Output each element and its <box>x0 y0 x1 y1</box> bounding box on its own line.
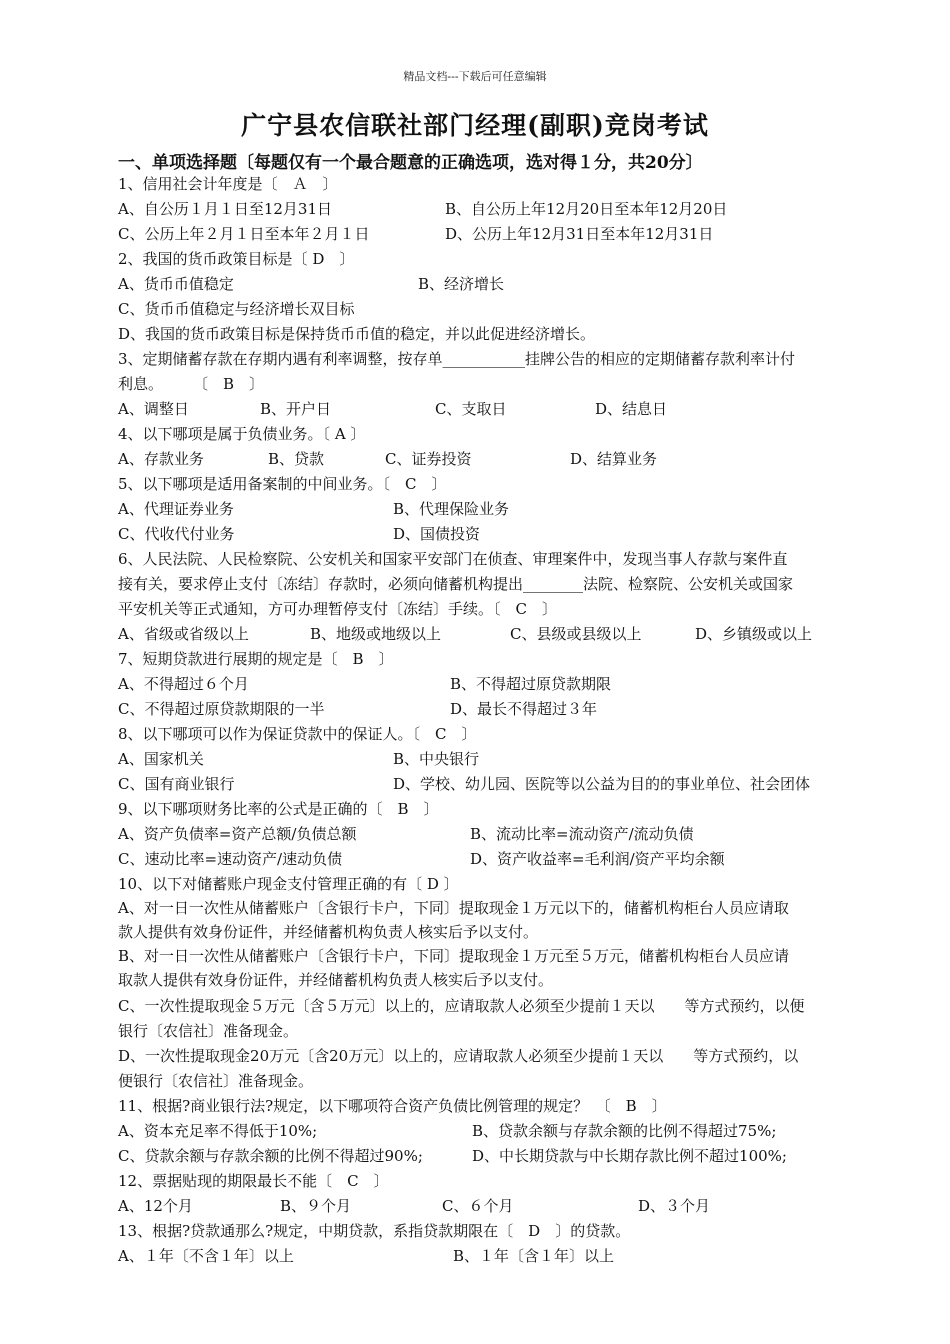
q11-option-a: A、资本充足率不得低于10%; <box>118 1122 318 1140</box>
q12-option-a: A、12个月 <box>118 1197 193 1215</box>
q4-option-c: C、证券投资 <box>385 450 472 468</box>
q9-option-b: B、流动比率=流动资产/流动负债 <box>470 825 694 843</box>
q1-option-d: D、公历上年12月31日至本年12月31日 <box>445 225 714 243</box>
question-11: 11、根据?商业银行法?规定，以下哪项符合资产负债比例管理的规定？ 〔 B 〕 <box>118 1097 667 1115</box>
q7-option-a: A、不得超过６个月 <box>118 675 249 693</box>
q12-option-d: D、３个月 <box>638 1197 711 1215</box>
q4-option-b: B、贷款 <box>268 450 325 468</box>
q12-option-c: C、６个月 <box>442 1197 514 1215</box>
q3-option-b: B、开户日 <box>260 400 332 418</box>
q2-option-b: B、经济增长 <box>418 275 505 293</box>
q2-option-a: A、货币币值稳定 <box>118 275 234 293</box>
q3-option-a: A、调整日 <box>118 400 189 418</box>
question-13: 13、根据?贷款通那么?规定，中期贷款，系指贷款期限在〔 D 〕的贷款。 <box>118 1222 631 1240</box>
question-5: 5、以下哪项是适用备案制的中间业务。〔 C 〕 <box>118 475 447 493</box>
q10-option-d-cont: 便银行〔农信社〕准备现金。 <box>118 1072 314 1090</box>
q1-option-c: C、公历上年２月１日至本年２月１日 <box>118 225 370 243</box>
q1-option-b: B、自公历上年12月20日至本年12月20日 <box>445 200 728 218</box>
q4-option-d: D、结算业务 <box>570 450 658 468</box>
question-7: 7、短期贷款进行展期的规定是〔 B 〕 <box>118 650 394 668</box>
q6-option-d: D、乡镇级或以上 <box>695 625 813 643</box>
q6-option-b: B、地级或地级以上 <box>310 625 442 643</box>
q7-option-d: D、最长不得超过３年 <box>450 700 598 718</box>
q10-option-a-cont: 款人提供有效身份证件，并经储蓄机构负责人核实后予以支付。 <box>118 923 539 941</box>
q6-option-c: C、县级或县级以上 <box>510 625 642 643</box>
q11-option-b: B、贷款余额与存款余额的比例不得超过75%; <box>472 1122 777 1140</box>
q9-option-a: A、资产负债率=资产总额/负债总额 <box>118 825 357 843</box>
page-title: 广宁县农信联社部门经理(副职)竞岗考试 <box>241 111 709 140</box>
q4-option-a: A、存款业务 <box>118 450 204 468</box>
q8-option-b: B、中央银行 <box>393 750 480 768</box>
q11-option-c: C、贷款余额与存款余额的比例不得超过90%; <box>118 1147 423 1165</box>
q8-option-a: A、国家机关 <box>118 750 204 768</box>
q10-option-b: B、对一日一次性从储蓄账户〔含银行卡户，下同〕提取现金１万元至５万元，储蓄机构柜台人员应请 <box>118 947 790 965</box>
q6-option-a: A、省级或省级以上 <box>118 625 249 643</box>
question-6-cont-1: 接有关，要求停止支付〔冻结〕存款时，必须向储蓄机构提出________法院、检察院、公安机关或国家 <box>118 575 794 593</box>
q9-option-c: C、速动比率=速动资产/速动负债 <box>118 850 343 868</box>
q3-option-d: D、结息日 <box>595 400 668 418</box>
q10-option-c-cont: 银行〔农信社〕准备现金。 <box>118 1022 299 1040</box>
q1-option-a: A、自公历１月１日至12月31日 <box>118 200 333 218</box>
q10-option-c: C、一次性提取现金５万元〔含５万元〕以上的，应请取款人必须至少提前１天以 等方式预约，以便 <box>118 997 805 1015</box>
q9-option-d: D、资产收益率=毛利润/资产平均余额 <box>470 850 725 868</box>
q13-option-a: A、１年〔不含１年〕以上 <box>118 1247 294 1265</box>
question-12: 12、票据贴现的期限最长不能〔 C 〕 <box>118 1172 389 1190</box>
question-6-cont-2: 平安机关等正式通知，方可办理暂停支付〔冻结〕手续。〔 C 〕 <box>118 600 557 618</box>
q10-option-b-cont: 取款人提供有效身份证件，并经储蓄机构负责人核实后予以支付。 <box>118 971 554 989</box>
q10-option-d: D、一次性提取现金20万元〔含20万元〕以上的，应请取款人必须至少提前１天以 等方式预约，以 <box>118 1047 799 1065</box>
q2-option-c: C、货币币值稳定与经济增长双目标 <box>118 300 355 318</box>
question-6: 6、人民法院、人民检察院、公安机关和国家平安部门在侦查、审理案件中，发现当事人存款与案件直 <box>118 550 788 568</box>
section-heading: 一、单项选择题〔每题仅有一个最合题意的正确选项，选对得１分，共20分〕 <box>118 153 703 173</box>
question-3: 3、定期储蓄存款在存期内遇有利率调整，按存单___________挂牌公告的相应的定期储蓄存款利率计付 <box>118 350 796 368</box>
question-4: 4、以下哪项是属于负债业务。〔 A 〕 <box>118 425 366 443</box>
question-10: 10、以下对储蓄账户现金支付管理正确的有〔 D 〕 <box>118 875 459 893</box>
q2-option-d: D、我国的货币政策目标是保持货币币值的稳定，并以此促进经济增长。 <box>118 325 596 343</box>
q5-option-d: D、国债投资 <box>393 525 481 543</box>
q8-option-c: C、国有商业银行 <box>118 775 235 793</box>
q10-option-a: A、对一日一次性从储蓄账户〔含银行卡户，下同〕提取现金１万元以下的，储蓄机构柜台人员应请取 <box>118 899 789 917</box>
question-8: 8、以下哪项可以作为保证贷款中的保证人。〔 C 〕 <box>118 725 477 743</box>
q11-option-d: D、中长期贷款与中长期存款比例不超过100%; <box>472 1147 787 1165</box>
q5-option-c: C、代收代付业务 <box>118 525 235 543</box>
question-9: 9、以下哪项财务比率的公式是正确的〔 B 〕 <box>118 800 439 818</box>
question-1: 1、信用社会计年度是〔 Ａ 〕 <box>118 175 338 193</box>
question-2: 2、我国的货币政策目标是〔 D 〕 <box>118 250 355 268</box>
q12-option-b: B、９个月 <box>280 1197 352 1215</box>
q3-option-c: C、支取日 <box>435 400 507 418</box>
q13-option-b: B、１年〔含１年〕以上 <box>453 1247 615 1265</box>
q5-option-b: B、代理保险业务 <box>393 500 510 518</box>
question-3-cont: 利息。 〔 B 〕 <box>118 375 265 393</box>
q8-option-d: D、学校、幼儿园、医院等以公益为目的的事业单位、社会团体 <box>393 775 811 793</box>
q7-option-c: C、不得超过原贷款期限的一半 <box>118 700 325 718</box>
q5-option-a: A、代理证券业务 <box>118 500 234 518</box>
page-header: 精品文档---下载后可任意编辑 <box>403 70 547 83</box>
q7-option-b: B、不得超过原贷款期限 <box>450 675 612 693</box>
